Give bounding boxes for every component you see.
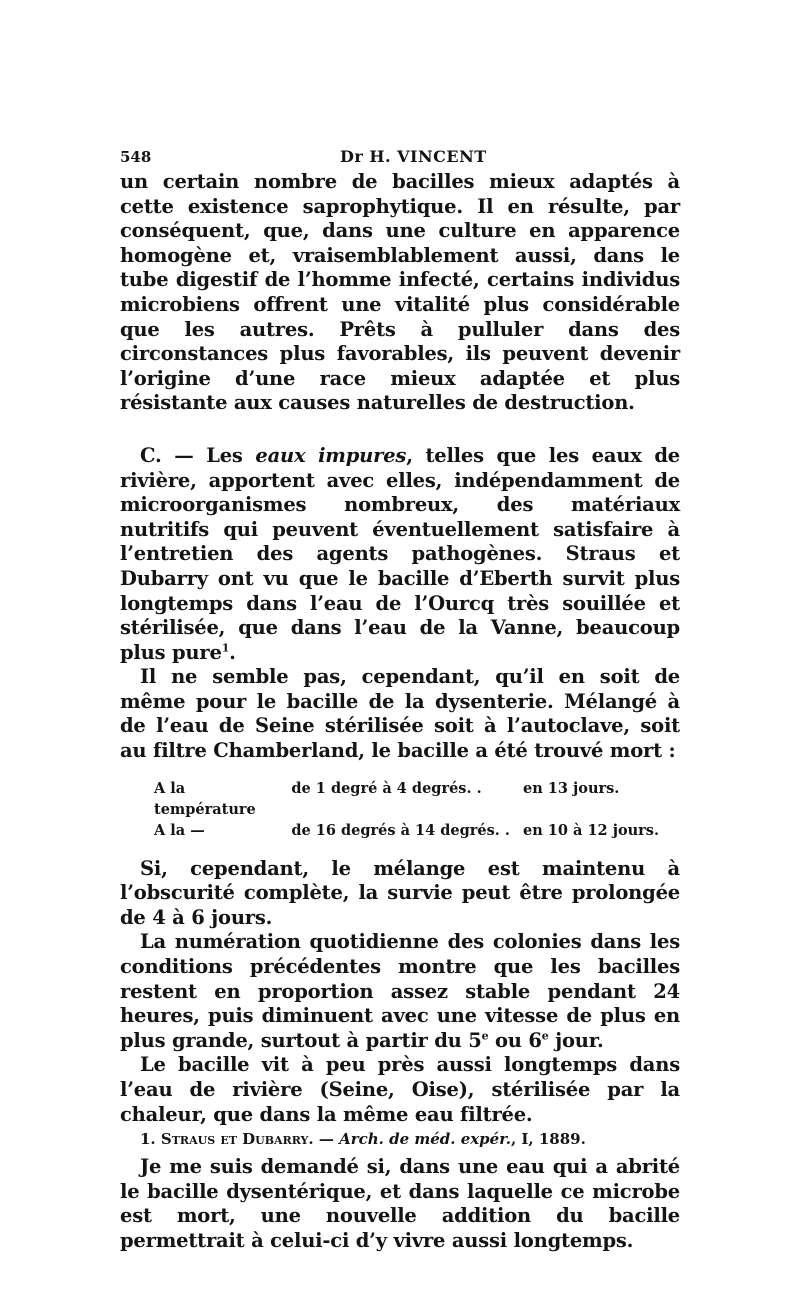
table-cell: de 16 degrés à 14 degrés. .: [291, 821, 510, 839]
paragraph-1: un certain nombre de bacilles mieux adaptés à cette existence saprophytique. Il en résulte, par conséquent, que, dans une culture en apparence homogène et, vraisemblablement aussi, dans le tube digestif de l’homme infecté, certains individus microbiens offrent une vitalité plus considérable que les autres. Prêts à pulluler dans des circonstances plus favorables, ils peuvent devenir l’origine d’une race mieux adaptée et plus résistante aux causes naturelles de destruction.: [120, 170, 680, 415]
section-gap: [120, 416, 680, 444]
paragraph-4: Si, cependant, le mélange est maintenu à l’obscurité complète, la survie peut être prolongée de 4 à 6 jours.: [120, 856, 680, 929]
running-title: Dr H. VINCENT: [340, 147, 487, 166]
table-cell: en 10 à 12 jours.: [522, 821, 660, 839]
table-row: [154, 820, 680, 841]
running-header: [120, 140, 680, 170]
table-cell: A la température: [154, 779, 256, 818]
footnote-title: Arch. de méd. expér.: [339, 1130, 511, 1148]
paragraph-5-a: La numération quotidienne des colonies dans les conditions précédentes montre que les bacilles restent en proportion assez stable pendant 24 heures, puis diminuent avec une vitesse de plus en plus grande, surtout à partir du 5: [120, 930, 680, 1052]
table-row: [154, 778, 680, 820]
paragraph-2: [120, 444, 680, 665]
paragraph-2-rest: , telles que les eaux de rivière, apportent avec elles, indépendamment de microorganismes nombreux, des matériaux nutritifs qui peuvent éventuellement satisfaire à l’entretien des agents pathogènes. Straus et Dubarry ont vu que le bacille d’Eberth survit plus longtemps dans l’eau de l’Ourcq très souillée et stérilisée, que dans l’eau de la Vanne, beaucoup plus pure: [120, 443, 680, 664]
paragraph-5-c: jour.: [548, 1028, 604, 1052]
footnote-ref: 1: [221, 641, 230, 655]
footnote: [140, 1130, 586, 1148]
page: [120, 140, 680, 1254]
ordinal-suffix: e: [541, 1029, 549, 1043]
footnote-tail: , I, 1889.: [510, 1130, 586, 1148]
page-number: 548: [120, 148, 152, 166]
paragraph-5-b: ou 6: [488, 1028, 542, 1052]
paragraph-2-italic: eaux impures: [255, 443, 407, 467]
paragraph-3: Il ne semble pas, cependant, qu’il en soit de même pour le bacille de la dysenterie. Mélangé à de l’eau de Seine stérilisée soit à l’autoclave, soit au filtre Chamberland, le bacille a été trouvé mort :: [120, 665, 680, 763]
table-cell: A la —: [154, 821, 205, 839]
paragraph-7: Je me suis demandé si, dans une eau qui a abrité le bacille dysentérique, et dans laquelle ce microbe est mort, une nouvelle addition du bacille permettrait à celui-ci d’y vivre aussi longtemps.: [120, 1155, 680, 1252]
paragraph-6: Le bacille vit à peu près aussi longtemps dans l’eau de rivière (Seine, Oise), stérilisée par la chaleur, que dans la même eau filtrée.: [120, 1053, 680, 1126]
temperature-table: [154, 778, 680, 841]
footnote-dash: —: [313, 1130, 340, 1148]
footnote-number: 1.: [140, 1130, 156, 1148]
paragraph-5: [120, 930, 680, 1053]
footnote-authors: Straus et Dubarry.: [160, 1130, 314, 1148]
paragraph-2-end: .: [229, 640, 236, 664]
paragraph-2-lead: C. — Les: [140, 443, 256, 467]
table-cell: de 1 degré à 4 degrés. .: [291, 779, 482, 797]
table-cell: en 13 jours.: [522, 779, 620, 797]
ordinal-suffix: e: [481, 1029, 489, 1043]
